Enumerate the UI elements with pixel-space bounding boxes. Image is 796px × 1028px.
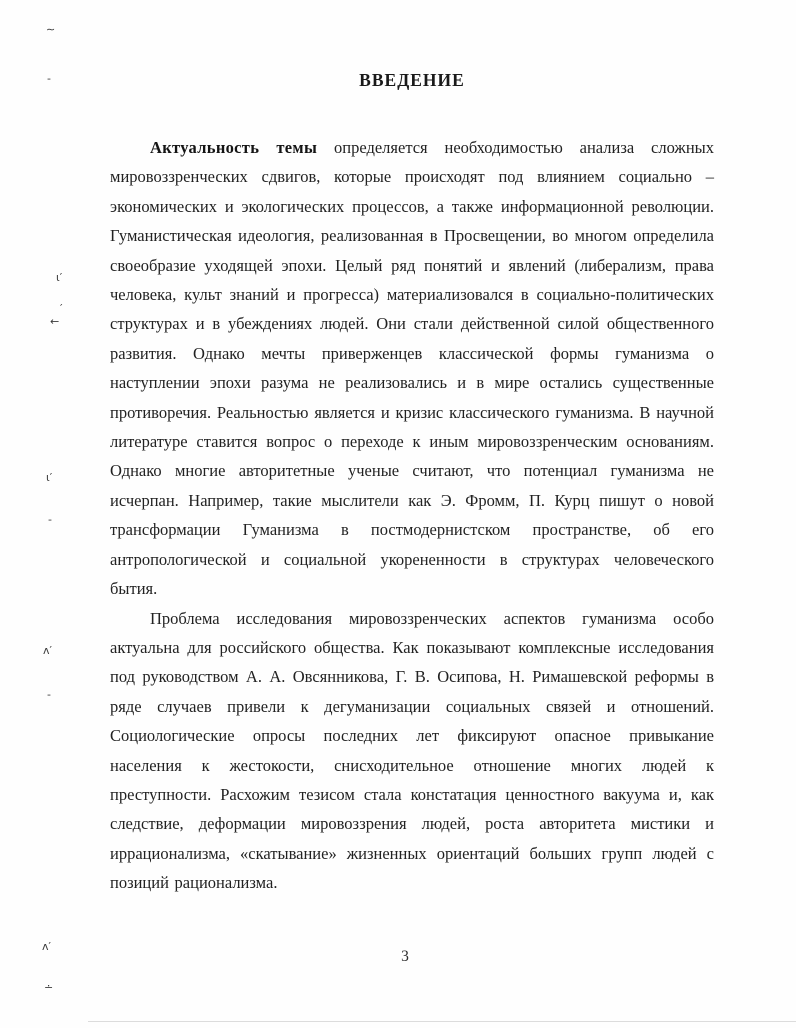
paragraph-1-text: определяется необходимостью анализа сложных мировоззренческих сдвигов, которые происходят под влиянием социально – экономических и экологических процессов, а также информационной революции. Гуманистическая идеология, реализованная в Просвещении, во многом определила своеобразие уходящей эпохи. Целый ряд понятий и явлений (либерализм, права человека, культ знаний и прогресса) материализовался в социально-политических структурах и в убеждениях людей. Они стали действенной силой общественного развития. Однако мечты приверженцев классической формы гуманизма о наступлении эпохи разума не реализовались и в мире остались существенные противоречия. Реальностью является и кризис классического гуманизма. В научной литературе ставится вопрос о переходе к иным мировоззренческим основаниям. Однако многие авторитетные ученые считают, что потенциал гуманизма не исчерпан. Например, такие мыслители как Э. Фромм, П. Курц пишут о новой трансформации Гуманизма в постмодернистском пространстве, об его антропологической и социальной укорененности в структурах человеческого бытия. bbox=[110, 138, 715, 599]
scan-artifact-mark: ‐ bbox=[48, 513, 52, 526]
scan-artifact-mark: ι′ bbox=[46, 471, 53, 484]
paragraph-introduction-1 bbox=[110, 133, 714, 604]
scan-artifact-mark: ʌ′ bbox=[43, 644, 53, 657]
scan-artifact-mark: ʌ′ bbox=[42, 940, 52, 953]
page-title: ВВЕДЕНИЕ bbox=[359, 70, 465, 90]
scan-artifact-mark: ‐ bbox=[47, 72, 51, 85]
scan-artifact-mark: ∸ bbox=[44, 981, 54, 994]
paragraph-introduction-2 bbox=[110, 604, 714, 898]
paragraph-2-text: Проблема исследования мировоззренческих аспектов гуманизма особо актуальна для российского общества. Как показывают комплексные исследования под руководством А. А. Овсянникова, Г. В. Осипова, Н. Римашевской реформы в ряде случаев привели к дегуманизации социальных связей и отношений. Социологические опросы последних лет фиксируют опасное привыкание населения к жестокости, снисходительное отношение многих людей к преступности. Расхожим тезисом стала констатация ценностного вакуума и, как следствие, деформации мировоззрения людей, роста авторитета мистики и иррационализма, «скатывание» жизненных ориентаций больших групп людей с позиций рационализма. bbox=[110, 608, 714, 893]
scan-artifact-mark: ∼ bbox=[46, 23, 56, 36]
paragraph-1-bold-lead: Актуальность темы bbox=[150, 138, 318, 157]
page-number: 3 bbox=[401, 948, 409, 965]
scan-bottom-edge bbox=[88, 1021, 796, 1022]
scan-artifact-mark: ι′ bbox=[56, 271, 63, 284]
scan-artifact-mark: ← bbox=[50, 315, 60, 328]
document-content bbox=[110, 70, 714, 898]
scan-artifact-mark: ′ bbox=[60, 302, 63, 315]
scan-artifact-mark: ‐ bbox=[47, 688, 51, 701]
